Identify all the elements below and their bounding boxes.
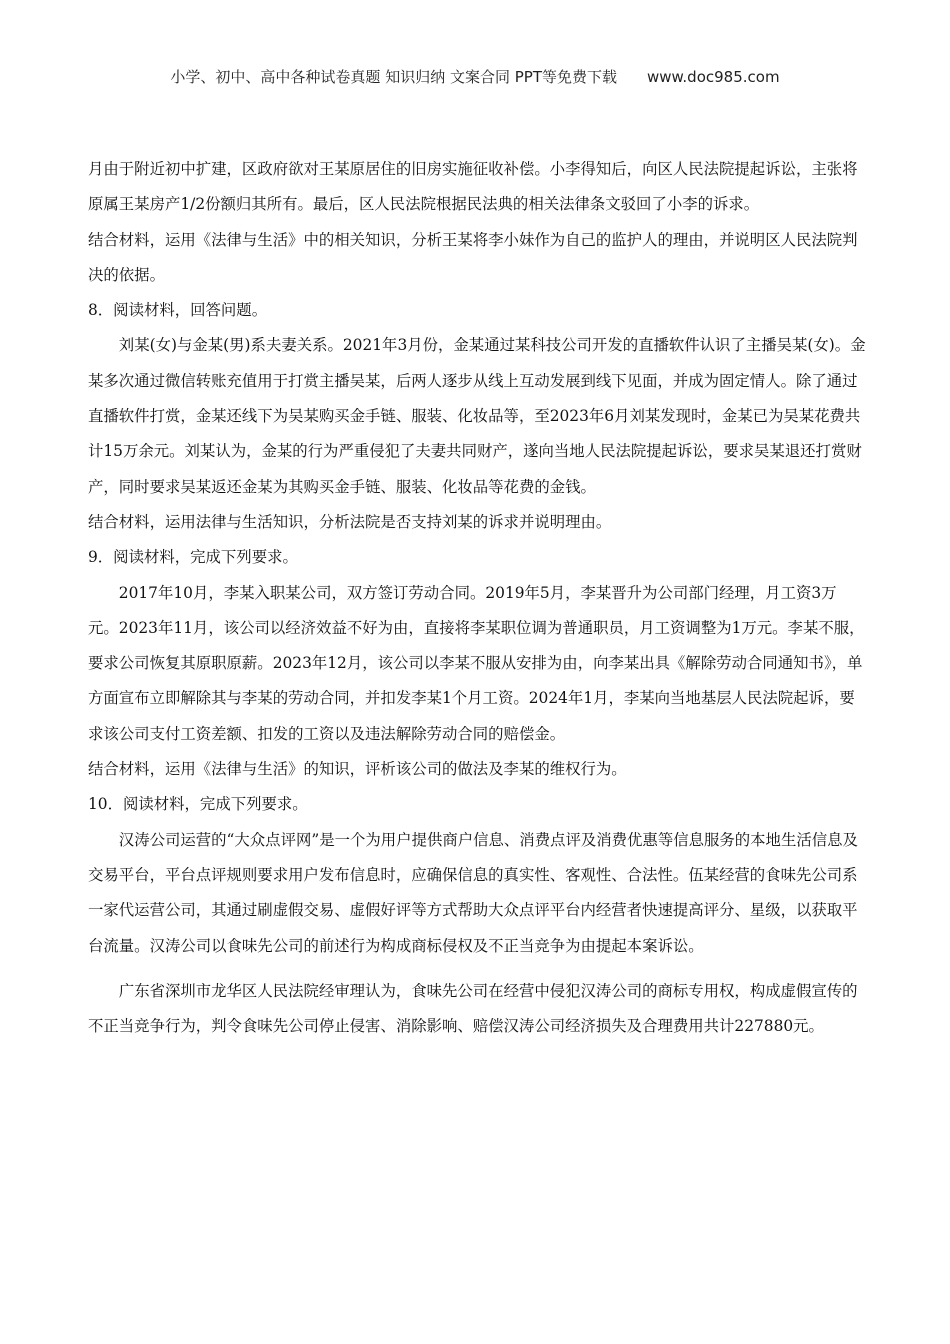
question-prompt: 结合材料，运用《法律与生活》的知识，评析该公司的做法及李某的维权行为。 [88,760,627,779]
material-paragraph: 刘某(女)与金某(男)系夫妻关系。2021年3月份，金某通过某科技公司开发的直播软件认识了主播吴某(女)。金某多次通过微信转账充值用于打赏主播吴某，后两人逐步从线上互动发展到线下见面，并成为固定情人。除了通过直播软件打赏，金某还线下为吴某购买金手链、服装、化妆品等，至2023年6月刘某发现时，金某已为吴某花费共计15万余元。刘某认为，金某的行为严重侵犯了夫妻共同财产，遂向当地人民法院提起诉讼，要求吴某退还打赏财产，同时要求吴某返还金某为其购买金手链、服装、化妆品等花费的金钱。 [88,336,866,496]
material-paragraph: 广东省深圳市龙华区人民法院经审理认为，食味先公司在经营中侵犯汉涛公司的商标专用权，构成虚假宣传的不正当竞争行为，判令食味先公司停止侵害、消除影响、赔偿汉涛公司经济损失及合理费用共计227880元。 [88,981,858,1036]
paragraph-gap [88,964,866,974]
question-heading: 8．阅读材料，回答问题。 [88,301,268,320]
page-header [0,66,950,87]
header-title: 小学、初中、高中各种试卷真题 知识归纳 文案合同 PPT等免费下载 [170,68,617,86]
question-heading: 9．阅读材料，完成下列要求。 [88,548,298,567]
header-url[interactable]: www.doc985.com [646,68,780,86]
document-body [88,152,866,1044]
question-heading: 10．阅读材料，完成下列要求。 [88,795,308,814]
question-prompt: 结合材料，运用《法律与生活》中的相关知识，分析王某将李小妹作为自己的监护人的理由，并说明区人民法院判决的依据。 [88,230,858,284]
material-paragraph: 汉涛公司运营的“大众点评网”是一个为用户提供商户信息、消费点评及消费优惠等信息服务的本地生活信息及交易平台，平台点评规则要求用户发布信息时，应确保信息的真实性、客观性、合法性。伍某经营的食味先公司系一家代运营公司，其通过刷虚假交易、虚假好评等方式帮助大众点评平台内经营者快速提高评分、星级，以获取平台流量。汉涛公司以食味先公司的前述行为构成商标侵权及不正当竞争为由提起本案诉讼。 [88,830,858,955]
material-paragraph: 2017年10月，李某入职某公司，双方签订劳动合同。2019年5月，李某晋升为公司部门经理，月工资3万元。2023年11月，该公司以经济效益不好为由，直接将李某职位调为普通职员，月工资调整为1万元。李某不服，要求公司恢复其原职原薪。2023年12月，该公司以李某不服从安排为由，向李某出具《解除劳动合同通知书》，单方面宣布立即解除其与李某的劳动合同，并扣发李某1个月工资。2024年1月，李某向当地基层人民法院起诉，要求该公司支付工资差额、扣发的工资以及违法解除劳动合同的赔偿金。 [88,583,865,743]
paragraph: 月由于附近初中扩建，区政府欲对王某原居住的旧房实施征收补偿。小李得知后，向区人民法院提起诉讼，主张将原属王某房产1/2份额归其所有。最后，区人民法院根据民法典的相关法律条文驳回了小李的诉求。 [88,160,858,214]
question-prompt: 结合材料，运用法律与生活知识，分析法院是否支持刘某的诉求并说明理由。 [88,512,612,531]
